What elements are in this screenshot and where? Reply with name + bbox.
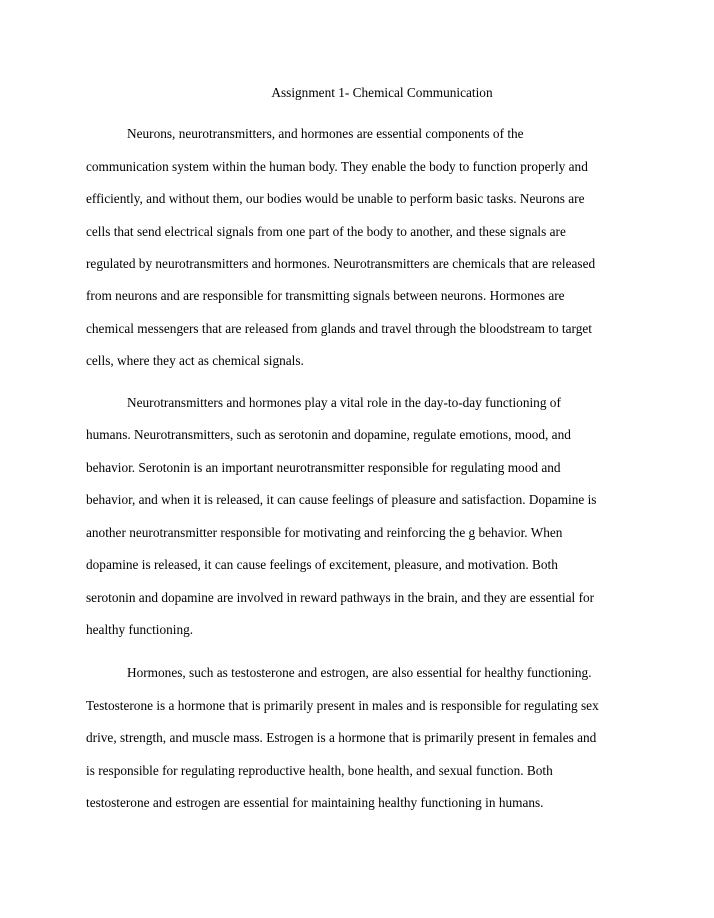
paragraph-3-line-4: is responsible for regulating reproductive health, bone health, and sexual function. Both	[86, 763, 553, 778]
paragraph-1-line-8: cells, where they act as chemical signals.	[86, 353, 304, 368]
paragraph-2-line-6: dopamine is released, it can cause feelings of excitement, pleasure, and motivation. Both	[86, 557, 558, 572]
paragraph-1-line-7: chemical messengers that are released from glands and travel through the bloodstream to target	[86, 321, 592, 336]
paragraph-1-line-2: communication system within the human body. They enable the body to function properly and	[86, 159, 588, 174]
paragraph-1-line-6: from neurons and are responsible for transmitting signals between neurons. Hormones are	[86, 288, 565, 303]
paragraph-2-line-7: serotonin and dopamine are involved in reward pathways in the brain, and they are essential for	[86, 590, 595, 605]
paragraph-2-line-2: humans. Neurotransmitters, such as serotonin and dopamine, regulate emotions, mood, and	[86, 427, 571, 442]
paragraph-1-line-4: cells that send electrical signals from one part of the body to another, and these signals are	[86, 224, 566, 239]
document-title: Assignment 1- Chemical Communication	[271, 85, 493, 100]
paragraph-2-line-1: Neurotransmitters and hormones play a vital role in the day-to-day functioning of	[127, 395, 561, 410]
paragraph-1-line-3: efficiently, and without them, our bodies would be unable to perform basic tasks. Neurons are	[86, 191, 585, 206]
paragraph-2-line-3: behavior. Serotonin is an important neurotransmitter responsible for regulating mood and	[86, 460, 561, 475]
paragraph-2-line-8: healthy functioning.	[86, 622, 194, 637]
paragraph-2-line-5: another neurotransmitter responsible for motivating and reinforcing the g behavior. When	[86, 525, 563, 540]
paragraph-3-line-3: drive, strength, and muscle mass. Estrogen is a hormone that is primarily present in females and	[86, 730, 597, 745]
paragraph-1-line-5: regulated by neurotransmitters and hormones. Neurotransmitters are chemicals that are released	[86, 256, 596, 271]
paragraph-3-line-1: Hormones, such as testosterone and estrogen, are also essential for healthy functioning.	[127, 665, 592, 680]
paragraph-3-line-5: testosterone and estrogen are essential for maintaining healthy functioning in humans.	[86, 795, 544, 810]
paragraph-2-line-4: behavior, and when it is released, it can cause feelings of pleasure and satisfaction. Dopamine is	[86, 492, 597, 507]
paragraph-3-line-2: Testosterone is a hormone that is primarily present in males and is responsible for regulating sex	[86, 698, 599, 713]
paragraph-1-line-1: Neurons, neurotransmitters, and hormones are essential components of the	[127, 126, 524, 141]
